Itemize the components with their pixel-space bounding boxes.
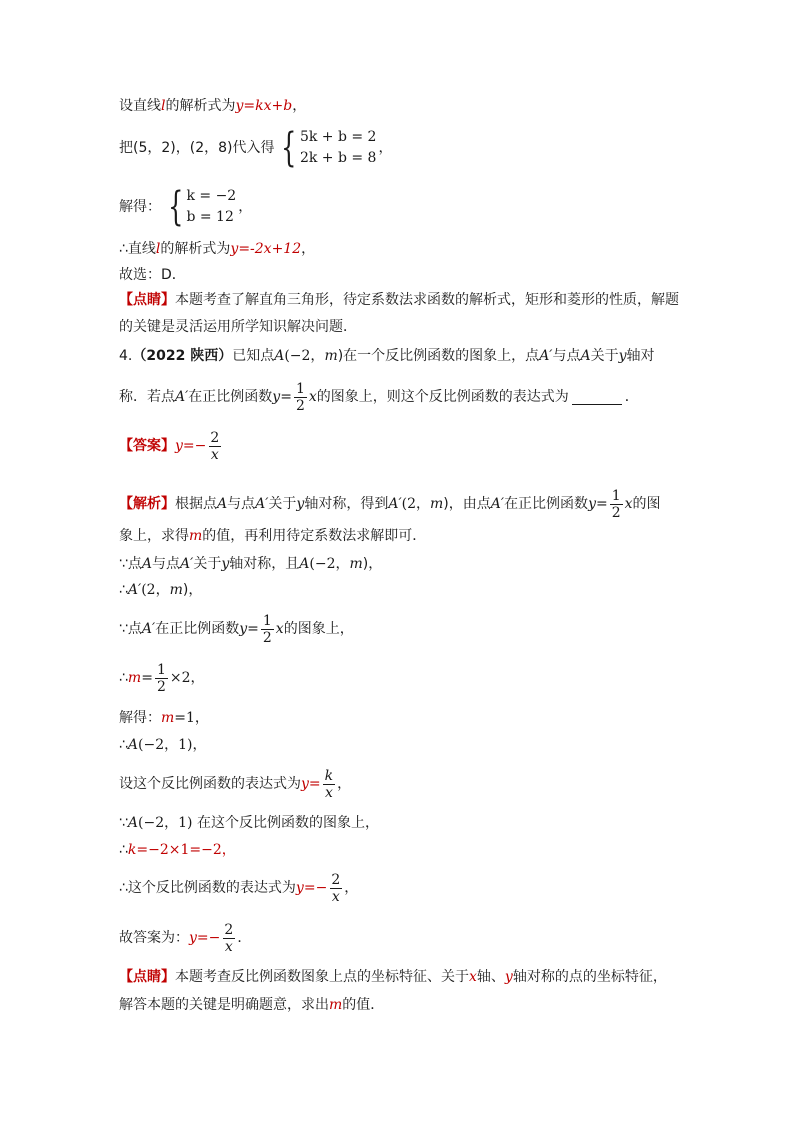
text: 轴对称，且 [229,556,300,572]
text: ∵ [119,815,128,831]
line-2 [119,124,392,172]
var: x [275,621,284,637]
analysis-line-1 [119,484,661,524]
line-1 [119,96,306,116]
equation: y=-2x+12 [230,241,302,257]
var: m [127,670,142,686]
text: ． [624,389,639,405]
denominator: x [224,938,233,955]
var: y [296,496,305,512]
var: y [272,389,281,405]
numerator: 2 [331,871,341,888]
line-6 [119,290,679,310]
text: ． [237,930,252,946]
text: =− [303,880,328,896]
var: x [624,496,633,512]
text: (−2，1) 在这个反比例函数的图象上， [138,815,379,831]
step-7 [119,764,351,804]
dianjing-line-1 [119,967,667,987]
step-6 [119,735,207,755]
text: 本题考查反比例函数图象上点的坐标特征、关于 [175,969,469,985]
text: ×2， [169,670,205,686]
text: 的解析式为 [165,98,236,114]
text: 故答案为： [119,930,189,946]
var: y [301,776,309,792]
denominator: 2 [611,504,621,521]
var: A [217,496,228,512]
text: (−2， [284,348,325,364]
denominator: 2 [156,678,166,695]
fraction [261,613,274,646]
text: ∴ [119,842,128,858]
question-source: （2022 陕西） [132,348,233,364]
answer-blank [572,390,622,405]
equation: y=kx+b [235,98,293,114]
equation-system [276,127,376,169]
question-4-line-2 [119,377,639,417]
text: = [280,389,292,405]
fraction [155,662,168,695]
numerator: 1 [611,487,621,504]
line-4 [119,239,315,259]
text: (−2，1)， [138,737,207,753]
text: = [595,496,608,512]
text: 称．若点 [119,389,175,405]
text: 在正比例函数 [155,621,240,637]
tag-analysis: 【解析】 [119,496,175,512]
equation-system [163,186,236,228]
text: 的图象上， [283,621,354,637]
equation-row: k = −2 [186,188,237,204]
var: A′ [175,389,189,405]
text: ∴ [119,582,128,598]
var: m [161,710,175,726]
text: 把(5，2)，(2，8)代入得 [119,140,275,156]
text: =− [196,930,221,946]
numerator: 1 [295,380,305,397]
step-5 [119,708,209,728]
line-5 [119,265,186,285]
var: A [299,556,310,572]
var: m [430,496,444,512]
var-l: l [161,98,166,114]
text: 故选：D． [119,267,186,283]
text: =− [182,438,207,454]
text: ， [238,199,253,215]
text: ∴直线 [119,241,156,257]
text: = [247,621,259,637]
text: (−2， [309,556,350,572]
brace-glyph: { [281,125,297,171]
numerator: 2 [224,921,234,938]
text: )，由点 [443,496,491,512]
denominator: x [210,446,219,463]
var: A [127,815,139,831]
text: 解答本题的关键是明确题意，求出 [119,997,329,1013]
var: y [221,556,230,572]
step-11 [119,918,251,958]
fraction [294,381,307,414]
var: m [324,348,338,364]
var: m [189,528,203,544]
var: A′ [388,496,402,512]
text: 解得： [119,710,161,726]
text: 的解析式为 [160,241,231,257]
answer-line [119,426,223,466]
text: 的值． [342,997,385,1013]
step-3 [119,609,354,649]
text: ∴这个反比例函数的表达式为 [119,880,296,896]
var: y [618,348,627,364]
denominator: x [324,784,333,801]
step-8 [119,813,379,833]
text: ， [337,776,352,792]
var: m [349,556,363,572]
text: ， [344,880,359,896]
text: (2， [141,582,170,598]
text: 的图象上，则这个反比例函数的表达式为 [316,389,569,405]
fraction [323,768,335,801]
text: 的关键是灵活运用所学知识解决问题． [119,319,357,335]
step-1 [119,554,382,574]
fraction [610,488,623,521]
text: 轴对称的点的坐标特征， [512,969,667,985]
var: A′ [255,496,269,512]
fraction [222,922,235,955]
text: 与点 [152,556,181,572]
text: ∵点 [119,556,142,572]
text: =−2×1=−2， [136,842,236,858]
var: A [127,737,139,753]
text: 设直线 [119,98,161,114]
text: ∴ [119,670,128,686]
text: 已知点 [232,348,275,364]
var: k [127,842,137,858]
var: x [469,969,477,985]
fraction [208,430,221,463]
numerator: k [324,767,334,784]
text: 关于 [590,348,619,364]
dianjing-line-2 [119,995,384,1015]
text: ， [292,98,307,114]
question-number: 4. [119,348,133,364]
text: ， [378,140,393,156]
text: 本题考查了解直角三角形，待定系数法求函数的解析式，矩形和菱形的性质，解题 [175,292,679,308]
var: y [175,438,183,454]
text: )， [362,556,383,572]
text: 轴、 [476,969,505,985]
tag-dianjing: 【点睛】 [119,292,175,308]
var: y [504,969,513,985]
text: 与点 [227,496,256,512]
text: 设这个反比例函数的表达式为 [119,776,301,792]
equation-row: 2k + b = 8 [299,150,377,166]
numerator: 1 [156,661,166,678]
text: )， [182,582,203,598]
text: )在一个反比例函数的图象上，点 [337,348,540,364]
text: ∵点 [119,621,142,637]
var: A′ [141,621,156,637]
equation-row: 5k + b = 2 [299,129,377,145]
text: = [308,776,321,792]
step-9 [119,840,236,860]
var: A′ [180,556,194,572]
var-l: l [155,241,161,257]
denominator: x [331,888,340,905]
numerator: 2 [210,429,220,446]
text: 解得： [119,199,161,215]
step-10 [119,868,358,908]
text: 与点 [552,348,581,364]
text: 轴对称，得到 [304,496,389,512]
var: A′ [539,348,553,364]
var: y [295,880,304,896]
fraction [329,872,342,905]
var: A′ [490,496,505,512]
text: = [141,670,153,686]
denominator: 2 [262,629,272,646]
text: 在正比例函数 [188,389,273,405]
text: 的图 [632,496,661,512]
text: 在正比例函数 [504,496,589,512]
text: ， [301,241,316,257]
var: m [329,997,343,1013]
denominator: 2 [295,397,305,414]
tag-dianjing: 【点睛】 [119,969,175,985]
var: y [588,496,596,512]
step-4 [119,658,205,698]
analysis-line-2 [119,526,426,546]
var: A [580,348,591,364]
var: A [274,348,285,364]
text: 象上，求得 [119,528,189,544]
text: 的值，再利用待定系数法求解即可． [202,528,427,544]
tag-answer: 【答案】 [119,438,175,454]
line-3 [119,183,252,231]
var: A [141,556,153,572]
var: A′ [127,582,142,598]
text: =1， [174,710,209,726]
question-4-line-1 [119,346,655,366]
line-7 [119,317,357,337]
numerator: 1 [262,612,272,629]
var: x [308,389,317,405]
brace-glyph: { [168,184,184,230]
var: y [189,930,197,946]
text: 关于 [268,496,297,512]
text: 根据点 [175,496,217,512]
text: (2， [401,496,431,512]
var: y [239,621,248,637]
text: 关于 [193,556,222,572]
var: m [169,582,183,598]
text: 轴对 [626,348,655,364]
text: ∴ [119,737,128,753]
equation-row: b = 12 [186,209,234,225]
step-2 [119,580,202,600]
